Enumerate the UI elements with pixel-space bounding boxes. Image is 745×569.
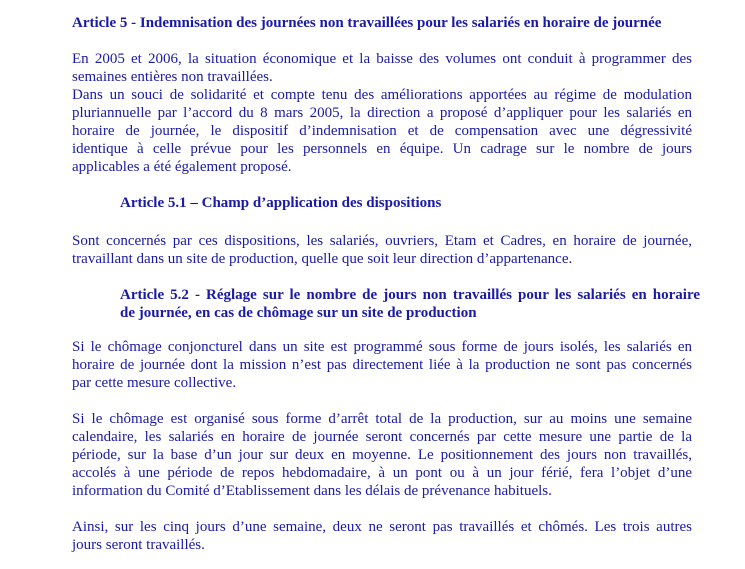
- paragraph-line: semaines entières non travaillées.: [72, 69, 273, 85]
- paragraph-line: Sont concernés par ces dispositions, les salariés, ouvriers, Etam et Cadres, en horaire de journée,: [72, 233, 692, 249]
- paragraph-line: calendaire, les salariés en horaire de journée seront concernés par cette mesure une partie de la: [72, 429, 692, 445]
- article-5-heading: Article 5 - Indemnisation des journées non travaillées pour les salariés en horaire de journée: [72, 15, 662, 31]
- paragraph-line: horaire de journée, le dispositif d’indemnisation et de compensation avec une dégressivité: [72, 123, 692, 139]
- article-5-2-paragraph-2: [72, 410, 692, 500]
- paragraph-line: Ainsi, sur les cinq jours d’une semaine, deux ne seront pas travaillés et chômés. Les trois autres: [72, 519, 692, 535]
- article-5-2-paragraph-3: [72, 518, 692, 554]
- paragraph-line: travaillant dans un site de production, quelle que soit leur direction d’appartenance.: [72, 251, 573, 267]
- article-5-2-paragraph-1: [72, 338, 692, 392]
- paragraph-line: En 2005 et 2006, la situation économique et la baisse des volumes ont conduit à programmer des: [72, 51, 692, 67]
- paragraph-line: identique à celle prévue pour les personnels en équipe. Un cadrage sur le nombre de jours: [72, 141, 692, 157]
- heading-line: de journée, en cas de chômage sur un site de production: [120, 305, 477, 321]
- paragraph-line: information du Comité d’Etablissement dans les délais de prévenance habituels.: [72, 483, 552, 499]
- paragraph-line: Si le chômage conjoncturel dans un site est programmé sous forme de jours isolés, les salariés en: [72, 339, 692, 355]
- article-5-2-heading: [120, 286, 700, 322]
- heading-line: Article 5.1 – Champ d’application des dispositions: [120, 195, 442, 211]
- paragraph-line: période, sur la base d’un jour sur deux en moyenne. Le positionnement des jours non travaillés,: [72, 447, 692, 463]
- paragraph-line: Dans un souci de solidarité et compte tenu des améliorations apportées au régime de modulation: [72, 87, 692, 103]
- paragraph-line: applicables a été également proposé.: [72, 159, 292, 175]
- article-5-intro-paragraph: [72, 50, 692, 176]
- paragraph-line: par cette mesure collective.: [72, 375, 237, 391]
- article-5-1-paragraph: [72, 232, 692, 268]
- paragraph-line: pluriannuelle par l’accord du 8 mars 2005, la direction a proposé d’appliquer pour les salariés en: [72, 105, 692, 121]
- paragraph-line: Si le chômage est organisé sous forme d’arrêt total de la production, sur au moins une semaine: [72, 411, 692, 427]
- article-5-1-heading: [120, 194, 700, 212]
- paragraph-line: horaire de journée dont la mission n’est pas directement liée à la production ne sont pas concernés: [72, 357, 692, 373]
- heading-line: Article 5.2 - Réglage sur le nombre de jours non travaillés pour les salariés en horaire: [120, 287, 700, 303]
- paragraph-line: jours seront travaillés.: [72, 537, 205, 553]
- paragraph-line: accolés à une période de repos hebdomadaire, à un pont ou à un jour férié, fera l’objet d’une: [72, 465, 692, 481]
